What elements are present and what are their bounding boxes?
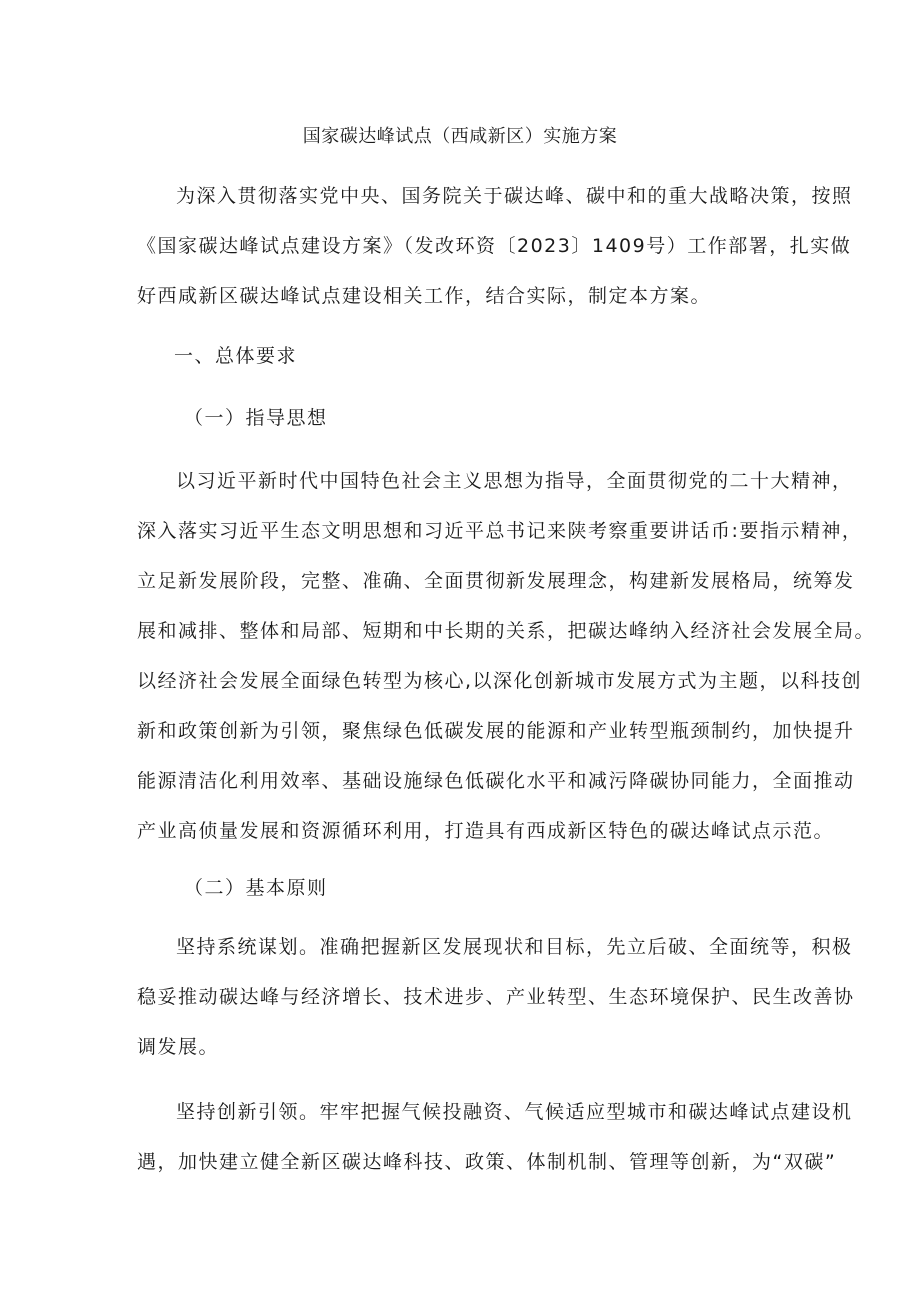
principle-system-line-2: 稳妥推动碳达峰与经济增长、技术进步、产业转型、生态环境保护、民生改善协 bbox=[137, 986, 855, 1008]
guiding-thought-line-6: 新和政策创新为引领，聚焦绿色低碳发展的能源和产业转型瓶颈制约，加快提升 bbox=[137, 720, 855, 742]
guiding-thought-line-5: 以经济社会发展全面绿色转型为核心,以深化创新城市发展方式为主题，以科技创 bbox=[137, 670, 863, 692]
principle-innovation-line-1: 坚持创新引领。牢牢把握气候投融资、气候适应型城市和碳达峰试点建设机 bbox=[176, 1101, 853, 1123]
subsection-heading-basic-principles: （二）基本原则 bbox=[184, 877, 328, 899]
document-title: 国家碳达峰试点（西咸新区）实施方案 bbox=[302, 126, 618, 147]
section-heading-general-requirements: 一、总体要求 bbox=[174, 345, 298, 367]
intro-line-3: 好西咸新区碳达峰试点建设相关工作，结合实际，制定本方案。 bbox=[137, 285, 712, 307]
principle-system-line-3: 调发展。 bbox=[137, 1036, 220, 1058]
guiding-thought-line-4: 展和减排、整体和局部、短期和中长期的关系，把碳达峰纳入经济社会发展全局。 bbox=[137, 620, 876, 642]
guiding-thought-line-3: 立足新发展阶段，完整、准确、全面贯彻新发展理念，构建新发展格局，统筹发 bbox=[137, 570, 855, 592]
subsection-heading-guiding-thought: （一）指导思想 bbox=[184, 407, 328, 429]
guiding-thought-line-7: 能源清洁化利用效率、基础设施绿色低碳化水平和减污降碳协同能力，全面推动 bbox=[137, 770, 855, 792]
principle-system-line-1: 坚持系统谋划。准确把握新区发展现状和目标，先立后破、全面统等，积极 bbox=[176, 936, 853, 958]
guiding-thought-line-1: 以习近平新时代中国特色社会主义思想为指导，全面贯彻党的二十大精神， bbox=[176, 470, 853, 492]
principle-innovation-line-2: 遇，加快建立健全新区碳达峰科技、政策、体制机制、管理等创新，为“双碳” bbox=[137, 1151, 837, 1173]
intro-line-1: 为深入贯彻落实党中央、国务院关于碳达峰、碳中和的重大战略决策，按照 bbox=[176, 185, 853, 207]
guiding-thought-line-8: 产业高侦量发展和资源循环利用，打造具有西成新区特色的碳达峰试点示范。 bbox=[137, 820, 835, 842]
guiding-thought-line-2: 深入落实习近平生态文明思想和习近平总书记来陕考察重要讲话币:要指示精神， bbox=[137, 520, 863, 542]
intro-line-2: 《国家碳达峰试点建设方案》（发改环资〔2023〕1409号）工作部署，扎实做 bbox=[137, 235, 852, 257]
